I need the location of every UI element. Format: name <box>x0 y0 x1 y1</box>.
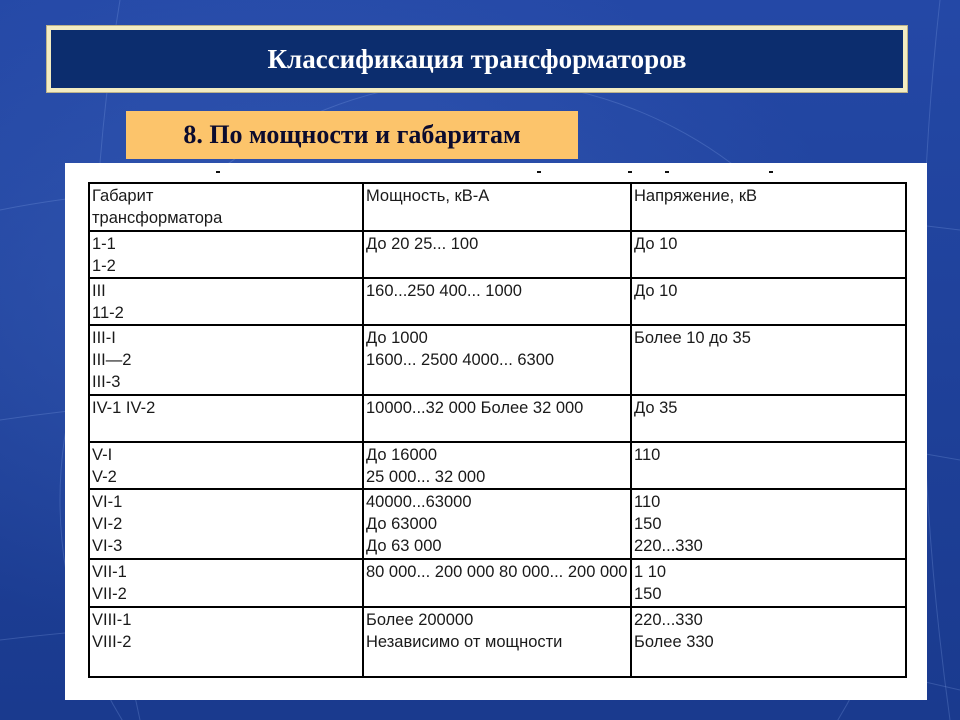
table-row <box>89 559 906 607</box>
table-header-row <box>89 183 906 231</box>
table-row <box>89 325 906 395</box>
transformer-classification-table <box>88 182 907 678</box>
cell-power: До 1000 1600... 2500 4000... 6300 <box>363 325 631 395</box>
table-row <box>89 607 906 677</box>
table-image-panel <box>65 163 927 700</box>
header-cell-power: Мощность, кВ-А <box>363 183 631 231</box>
cell-voltage: 110 150 220...330 <box>631 489 906 559</box>
table-row <box>89 395 906 442</box>
cell-voltage: До 10 <box>631 231 906 278</box>
header-cell-size: Габарит трансформатора <box>89 183 363 231</box>
cell-voltage: 1 10 150 <box>631 559 906 607</box>
cell-voltage: Более 10 до 35 <box>631 325 906 395</box>
cell-size: 1-1 1-2 <box>89 231 363 278</box>
slide-title-bar <box>47 26 907 92</box>
cell-size: III-I III—2 III-3 <box>89 325 363 395</box>
cell-power: 10000...32 000 Более 32 000 <box>363 395 631 442</box>
cell-size: VII-1 VII-2 <box>89 559 363 607</box>
cell-power: 40000...63000 До 63000 До 63 000 <box>363 489 631 559</box>
cell-power: До 20 25... 100 <box>363 231 631 278</box>
section-subtitle: 8. По мощности и габаритам <box>183 120 521 149</box>
cell-power: До 16000 25 000... 32 000 <box>363 442 631 489</box>
table-row <box>89 442 906 489</box>
cell-voltage: До 35 <box>631 395 906 442</box>
section-subtitle-box <box>126 111 578 159</box>
header-cell-voltage: Напряжение, кВ <box>631 183 906 231</box>
cell-voltage: 110 <box>631 442 906 489</box>
cell-power: 160...250 400... 1000 <box>363 278 631 325</box>
cell-size: IV-1 IV-2 <box>89 395 363 442</box>
scan-artifact-dashes <box>65 163 927 181</box>
cell-voltage: До 10 <box>631 278 906 325</box>
cell-size: III 11-2 <box>89 278 363 325</box>
cell-size: VI-1 VI-2 VI-3 <box>89 489 363 559</box>
cell-power: 80 000... 200 000 80 000... 200 000 <box>363 559 631 607</box>
cell-power: Более 200000 Независимо от мощности <box>363 607 631 677</box>
slide-title: Классификация трансформаторов <box>267 43 687 74</box>
table-row <box>89 231 906 278</box>
cell-size: V-I V-2 <box>89 442 363 489</box>
table-row <box>89 278 906 325</box>
table-row <box>89 489 906 559</box>
cell-size: VIII-1 VIII-2 <box>89 607 363 677</box>
cell-voltage: 220...330 Более 330 <box>631 607 906 677</box>
